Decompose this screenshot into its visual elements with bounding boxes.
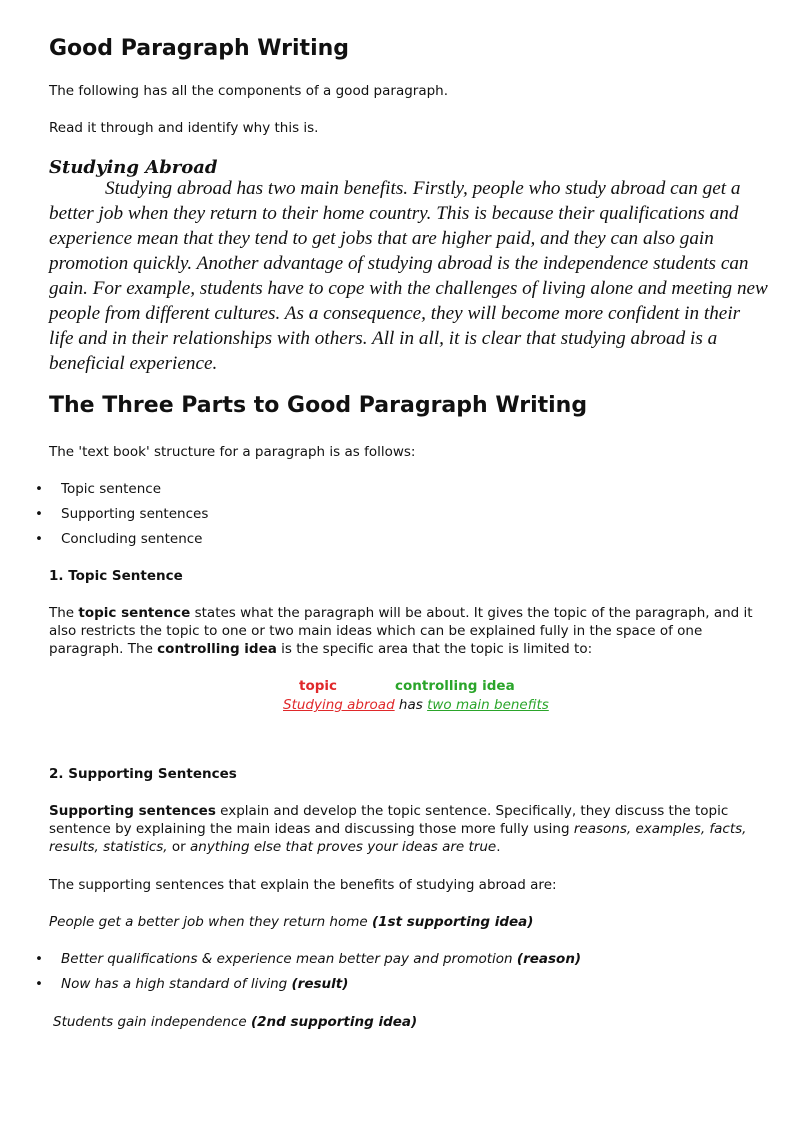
list-item-text: Topic sentence [61, 481, 162, 497]
text-run: reasons, examples, facts, results, statistics, [49, 821, 747, 855]
example-controlling-idea: two main benefits [427, 697, 549, 713]
intro-line-1: The following has all the components of a good paragraph. [49, 83, 449, 99]
supporting-intro: The supporting sentences that explain the benefits of studying abroad are: [49, 877, 557, 893]
supporting-idea-2 [53, 1013, 417, 1031]
text-run: . [496, 839, 501, 855]
list-item-text [61, 975, 348, 993]
text-run: anything else that proves your ideas are true [189, 839, 497, 855]
topic-example-diagram [283, 678, 549, 718]
term-topic-sentence: topic sentence [78, 605, 191, 621]
point-tag: (result) [291, 976, 349, 992]
page-title: Good Paragraph Writing [49, 36, 350, 61]
text-run: has [394, 697, 428, 713]
idea-tag: (2nd supporting idea) [250, 1014, 418, 1030]
term-controlling-idea: controlling idea [157, 641, 277, 657]
bullet-icon: • [35, 481, 43, 497]
subheading-topic-sentence: 1. Topic Sentence [49, 568, 183, 584]
text-run: or [167, 839, 190, 855]
structure-intro: The 'text book' structure for a paragraph is as follows: [49, 444, 416, 460]
term-supporting-sentences: Supporting sentences [49, 803, 216, 819]
text-run: Better qualifications & experience mean better pay and promotion [61, 951, 517, 967]
label-topic: topic [299, 678, 338, 694]
text-run: Now has a high standard of living [61, 976, 292, 992]
text-run: explain and develop the topic sentence. Specifically, they discuss the topic sentence by explaining the main ideas and discussing those more fully using [49, 803, 729, 837]
bullet-icon: • [35, 531, 43, 547]
point-tag: (reason) [516, 951, 582, 967]
text-run: is the specific area that the topic is limited to: [276, 641, 593, 657]
idea-tag: (1st supporting idea) [371, 914, 534, 930]
supporting-idea-1 [49, 913, 533, 931]
essay-title: Studying Abroad [49, 157, 218, 178]
essay-paragraph: Studying abroad has two main benefits. Firstly, people who study abroad can get a better job when they return to their home country. This is because their qualifications and experience mean that they tend to get jobs that are higher paid, and they can also gain promotion quickly. Another advantage of studying abroad is the independence students can gain. For example, students have to cope with the challenges of living alone and meeting new people from different cultures. As a consequence, they will become more confident in their life and in their relationships with others. All in all, it is clear that studying abroad is a beneficial experience. [49, 178, 768, 374]
bullet-icon: • [35, 506, 43, 522]
text-run: Students gain independence [53, 1014, 251, 1030]
text-run: People get a better job when they return home [49, 914, 372, 930]
label-controlling-idea: controlling idea [395, 678, 515, 694]
list-item-text [61, 950, 581, 968]
subheading-supporting-sentences: 2. Supporting Sentences [49, 766, 237, 782]
text-run: states what the paragraph will be about. It gives the topic of the paragraph, and it also restricts the topic to one or two main ideas which can be explained fully in the space of one paragraph. The [49, 605, 753, 657]
section-heading: The Three Parts to Good Paragraph Writing [49, 393, 588, 418]
bullet-icon: • [35, 951, 43, 967]
bullet-icon: • [35, 976, 43, 992]
example-topic: Studying abroad [283, 697, 395, 713]
intro-line-2: Read it through and identify why this is. [49, 120, 319, 136]
list-item-text: Supporting sentences [61, 506, 209, 522]
list-item-text: Concluding sentence [61, 531, 203, 547]
example-sentence [283, 697, 549, 713]
topic-sentence-paragraph [49, 604, 759, 658]
supporting-sentences-paragraph [49, 802, 759, 856]
text-run: The [49, 605, 79, 621]
